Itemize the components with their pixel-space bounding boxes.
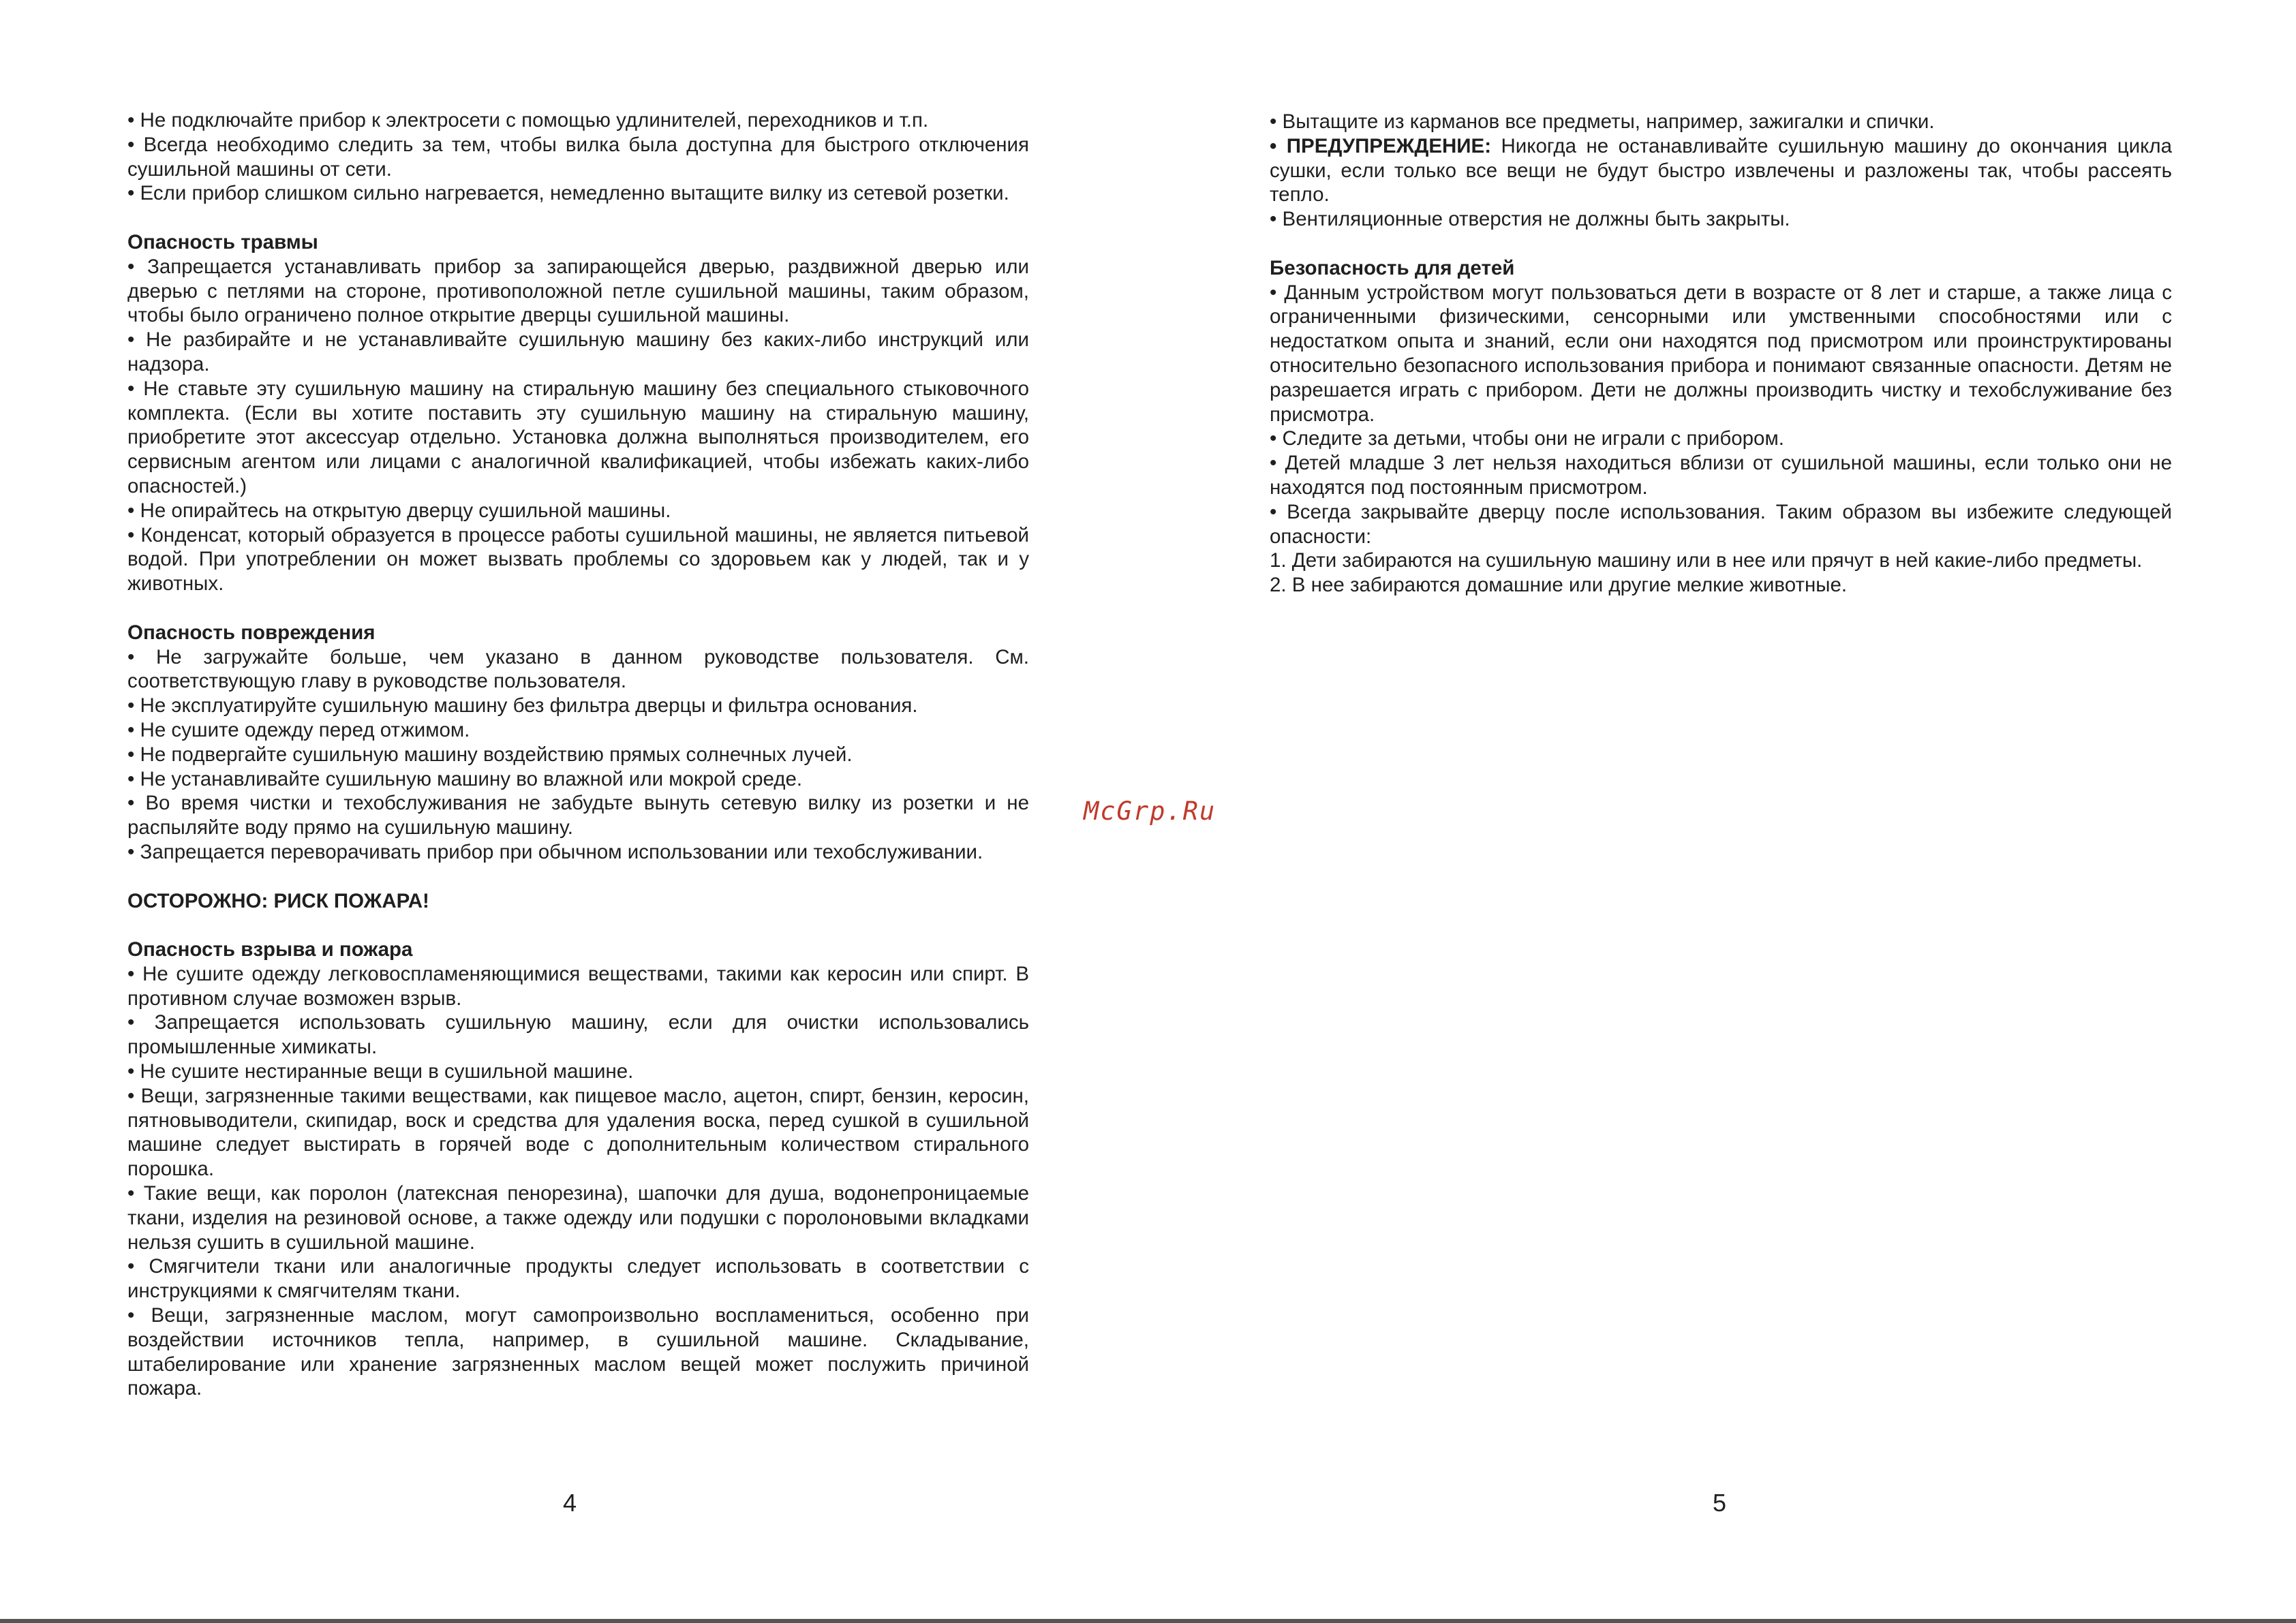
warning-text: Никогда не останавливайте сушильную машину до окончания цикла сушки, если только все вещи не будут быстро извлечены и разложены так, чтобы рассеять тепло. xyxy=(1270,134,2172,206)
warning-label: • ПРЕДУПРЕЖДЕНИЕ: xyxy=(1270,134,1492,157)
page-number-left: 4 xyxy=(563,1489,577,1517)
paragraph: • Смягчители ткани или аналогичные продукты следует использовать в соответствии с инструкциями к смягчителям ткани. xyxy=(127,1255,1029,1303)
paragraph: • Не сушите нестиранные вещи в сушильной машине. xyxy=(127,1060,634,1083)
paragraph: • Не опирайтесь на открытую дверцу сушильной машины. xyxy=(127,499,671,522)
paragraph: • Вещи, загрязненные такими веществами, как пищевое масло, ацетон, спирт, бензин, керосин, пятновыводители, скипидар, воск и средства для удаления воска, перед сушкой в сушильной машине следует выстирать в горячей воде с дополнительным количеством стирального порошка. xyxy=(127,1084,1029,1181)
right-page-text xyxy=(1270,110,2172,598)
paragraph: • Не подвергайте сушильную машину воздействию прямых солнечных лучей. xyxy=(127,743,853,766)
paragraph: 1. Дети забираются на сушильную машину или в нее или прячут в ней какие-либо предметы. xyxy=(1270,549,2143,572)
paragraph: • Запрещается использовать сушильную машину, если для очистки использовались промышленные химикаты. xyxy=(127,1011,1029,1059)
paragraph: • Не загружайте больше, чем указано в данном руководстве пользователя. См. соответствующую главу в руководстве пользователя. xyxy=(127,645,1029,693)
section-heading-children: Безопасность для детей xyxy=(1270,256,1515,279)
paragraph: • Всегда закрывайте дверцу после использования. Таким образом вы избежите следующей опасности: xyxy=(1270,500,2172,548)
paragraph: • Во время чистки и техобслуживания не забудьте вынуть сетевую вилку из розетки и не распыляйте воду прямо на сушильную машину. xyxy=(127,792,1029,839)
paragraph: • Всегда необходимо следить за тем, чтобы вилка была доступна для быстрого отключения сушильной машины от сети. xyxy=(127,133,1029,181)
paragraph: • Если прибор слишком сильно нагревается, немедленно вытащите вилку из сетевой розетки. xyxy=(127,182,1009,205)
paragraph-warning xyxy=(1270,134,2172,207)
bottom-edge-line xyxy=(0,1619,2296,1623)
paragraph: 2. В нее забираются домашние или другие мелкие животные. xyxy=(1270,574,1848,597)
paragraph: • Такие вещи, как поролон (латексная пенорезина), шапочки для душа, водонепроницаемые ткани, изделия на резиновой основе, а также одежду или подушки с поролоновыми вкладками нельзя сушить в сушильной машине. xyxy=(127,1182,1029,1254)
paragraph: • Запрещается переворачивать прибор при обычном использовании или техобслуживании. xyxy=(127,840,983,863)
paragraph: • Вентиляционные отверстия не должны быть закрыты. xyxy=(1270,208,1790,231)
section-heading-damage: Опасность повреждения xyxy=(127,621,376,644)
paragraph: • Вытащите из карманов все предметы, например, зажигалки и спички. xyxy=(1270,110,1935,133)
section-heading-fire-risk: ОСТОРОЖНО: РИСК ПОЖАРА! xyxy=(127,889,429,912)
paragraph: • Не сушите одежду перед отжимом. xyxy=(127,718,470,741)
page-number-right: 5 xyxy=(1713,1489,1727,1517)
paragraph: • Не устанавливайте сушильную машину во влажной или мокрой среде. xyxy=(127,767,803,790)
paragraph: • Не подключайте прибор к электросети с помощью удлинителей, переходников и т.п. xyxy=(127,109,929,132)
paragraph: • Запрещается устанавливать прибор за запирающейся дверью, раздвижной дверью или дверью с петлями на стороне, противоположной петле сушильной машины, таким образом, чтобы было ограничено полное открытие дверцы сушильной машины. xyxy=(127,255,1029,327)
section-heading-explosion: Опасность взрыва и пожара xyxy=(127,938,413,961)
paragraph: • Вещи, загрязненные маслом, могут самопроизвольно воспламениться, особенно при воздействии источников тепла, например, в сушильной машине. Складывание, штабелирование или хранение загрязненных маслом вещей может послужить причиной пожара. xyxy=(127,1304,1029,1400)
paragraph: • Следите за детьми, чтобы они не играли с прибором. xyxy=(1270,427,1784,450)
section-heading-injury: Опасность травмы xyxy=(127,230,318,253)
paragraph: • Не эксплуатируйте сушильную машину без фильтра дверцы и фильтра основания. xyxy=(127,694,918,717)
paragraph: • Не сушите одежду легковоспламеняющимися веществами, такими как керосин или спирт. В противном случае возможен взрыв. xyxy=(127,962,1029,1010)
left-page-text xyxy=(127,108,1029,1401)
paragraph: • Не ставьте эту сушильную машину на стиральную машину без специального стыковочного комплекта. (Если вы хотите поставить эту сушильную машину на стиральную машину, приобретите этот аксессуар отдельно. Установка должна выполняться производителем, его сервисным агентом или лицами с аналогичной квалификацией, чтобы избежать каких-либо опасностей.) xyxy=(127,377,1029,497)
paragraph: • Данным устройством могут пользоваться дети в возрасте от 8 лет и старше, а также лица с ограниченными физическими, сенсорными или умственными способностями или с недостатком опыта и знаний, если они находятся под присмотром или проинструктированы относительно безопасного использования прибора и понимают связанные опасности. Детям не разрешается играть с прибором. Дети не должны производить чистку и техобслуживание без присмотра. xyxy=(1270,281,2172,426)
watermark: McGrp.Ru xyxy=(1084,797,1216,826)
paragraph: • Детей младше 3 лет нельзя находиться вблизи от сушильной машины, если только они не находятся под постоянным присмотром. xyxy=(1270,452,2172,499)
paragraph: • Не разбирайте и не устанавливайте сушильную машину без каких-либо инструкций или надзора. xyxy=(127,328,1029,375)
paragraph: • Конденсат, который образуется в процессе работы сушильной машины, не является питьевой водой. При употреблении он может вызвать проблемы со здоровьем как у людей, так и у животных. xyxy=(127,523,1029,596)
